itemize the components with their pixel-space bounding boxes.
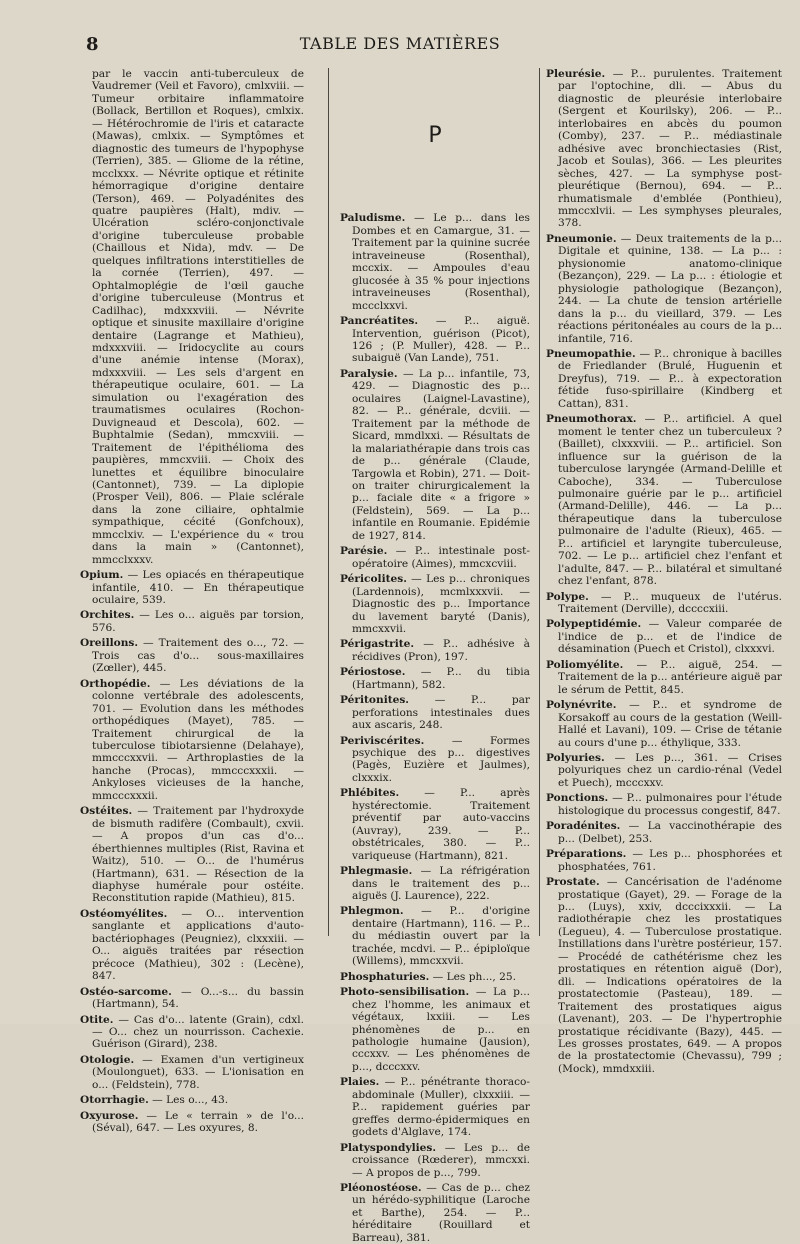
entry-text: — Cas d'o... latente (Grain), cdxl. — O... chez un nourrisson. Cachexie. Guérison (Girard), 238. (92, 1013, 304, 1051)
entry-heading: Phlegmon. (340, 905, 404, 918)
index-entry (80, 986, 304, 1011)
index-entry (546, 848, 782, 873)
entry-heading: Pancréatites. (340, 315, 419, 328)
index-entry (340, 1182, 530, 1244)
entry-heading: Phlébites. (340, 787, 400, 800)
index-entry (80, 805, 304, 905)
index-entry (340, 212, 530, 312)
index-entry (340, 573, 530, 635)
index-entry (340, 986, 530, 1073)
entry-heading: Periviscérites. (340, 734, 425, 747)
index-entry (80, 1110, 304, 1135)
entry-heading: Plaies. (340, 1076, 380, 1089)
entry-heading: Phlegmasie. (340, 865, 413, 878)
entry-heading: Pléonostéose. (340, 1181, 422, 1194)
entry-text: — Examen d'un vertigineux (Moulonguet), 633. — L'ionisation en o... (Feldstein), 778. (92, 1053, 304, 1091)
middle-column-entries (340, 212, 530, 1244)
index-entry (80, 637, 304, 674)
entry-text: — Les p... chroniques (Lardennois), mcmlxxxvii. — Diagnostic des p... Importance du lavement baryté (Danis), mmcxxvii. (352, 573, 530, 635)
index-entry (546, 233, 782, 345)
entry-text: par le vaccin anti-tuberculeux de Vaudremer (Veil et Favoro), cmlxviii. — Tumeur orbitaire inflammatoire (Bollack, Bertillon et Roques), cmlxix. — Hétérochromie de l'iris et cataracte (Mawas), cmlxix. — Symptômes et diagnostic des tumeurs de l'hypophyse (Terrien), 385. — Gliome de la rétine, mcclxxx. — Névrite optique et rétinite hémorragique d'origine dentaire (Terson), 469. — Polyadénites des quatre paupières (Halt), mdiv. — Ulcération scléro-conjonctivale d'origine tuberculeuse probable (Chaillous et Nida), mdv. — De quelques infiltrations interstitielles de la cornée (Terrien), 497. — Ophtalmoplégie de l'œil gauche d'origine tuberculeuse (Montrus et Cadilhac), mdxxxviii. — Névrite optique et sinusite maxillaire d'origine dentaire (Lagrange et Mathieu), mdxxxviii. — Iridocyclite au cours d'une anémie intense (Morax), mdxxxviii. — Les sels d'argent en thérapeutique oculaire, 601. — La simulation ou l'exagération des traumatismes oculaires (Rochon-Duvigneaud et Descola), 602. — Buphtalmie (Sedan), mmcxviii. — Traitement de l'épithélioma des paupières, mmcxviii. — Choix des lunettes et équilibre binoculaire (Cantonnet), 739. — La diplopie (Prosper Veil), 806. — Plaie sclérale dans la zone ciliaire, ophtalmie sympathique, cécité (Gonfchoux), mmcclxiv. — L'expérience du « trou dans la main » (Cantonnet), mmcclxxxv. (92, 68, 304, 566)
entry-heading: Oreillons. (80, 637, 139, 650)
entry-heading: Opium. (80, 569, 124, 582)
index-entry (340, 865, 530, 902)
index-entry (80, 569, 304, 606)
column-rule (539, 68, 540, 936)
index-entry (546, 591, 782, 616)
index-entry (546, 792, 782, 817)
entry-text: — Cancérisation de l'adénome prostatique (Gayet), 29. — Forage de la p... (Luys), xxiv, dcccixxxii. — La radiothérapie chez les prostatiques (Legueu), 4. — Tuberculose prostatique. Instillations dans l'urètre postérieur, 157. — Procédé de cathétérisme chez les prostatiques en rétention aiguë (Dor), dli. — Indications opératoires de la prostatectomie (Pasteau), 189. — Traitement des prostatiques aigus (Lavenant), 203. — De l'hypertrophie prostatique récidivante (Bazy), 445. — Les grosses prostates, 649. — A propos de la prostatectomie (Chevassu), 799 ; (Mock), mmdxxiii. (558, 876, 782, 1075)
index-entry (546, 659, 782, 696)
index-entry (340, 368, 530, 542)
entry-heading: Pneumopathie. (546, 347, 636, 360)
entry-text: — P... pénétrante thoraco-abdominale (Muller), clxxxiii. — P... rapidement guéries par greffes dermo-épidermiques en godets d'Alglave, 174. (352, 1076, 530, 1139)
entry-text: — P... aiguë. Intervention, guérison (Picot), 126 ; (P. Muller), 428. — P... subaiguë (Van Lande), 751. (352, 315, 530, 365)
entry-text: — Le p... dans les Dombes et en Camargue, 31. — Traitement par la quinine sucrée intraveineuse (Rosenthal), mccxix. — Ampoules d'eau glucosée à 35 % pour injections intraveineuses (Rosenthal), mccclxxvi. (352, 212, 530, 312)
index-entry (80, 1094, 304, 1106)
column-rule (328, 68, 329, 936)
entry-text: — La réfrigération dans le traitement des p... aiguës (J. Laurence), 222. (352, 865, 530, 903)
entry-heading: Pneumothorax. (546, 413, 637, 426)
entry-heading: Préparations. (546, 848, 627, 861)
index-entry (340, 315, 530, 365)
index-entry (340, 905, 530, 967)
index-entry (80, 1014, 304, 1051)
index-entry (80, 908, 304, 983)
entry-heading: Périgastrite. (340, 638, 415, 651)
index-entry (546, 876, 782, 1075)
entry-text: — Traitement des o..., 72. — Trois cas d'o... sous-maxillaires (Zœller), 445. (92, 637, 304, 675)
running-title: TABLE DES MATIÈRES (299, 34, 501, 53)
entry-text: — Valeur comparée de l'indice de p... et de l'indice de désamination (Puech et Cristol), clxxxvi. (558, 618, 782, 656)
entry-heading: Parésie. (340, 545, 388, 558)
entry-heading: Ostéomyélites. (80, 907, 168, 920)
entry-text: — P... par perforations intestinales dues aux ascaris, 248. (352, 694, 530, 732)
entry-text: — P... chronique à bacilles de Friedlander (Brulé, Huguenin et Dreyfus), 719. — P... à expectoration fétide fuso-spirillaire (Kindberg et Cattan), 831. (558, 347, 782, 410)
entry-heading: Pneumonie. (546, 232, 617, 245)
entry-text: — P... du tibia (Hartmann), 582. (352, 666, 530, 691)
entry-text: — P... et syndrome de Korsakoff au cours de la gestation (Weill-Hallé et Lavani), 109. — Crise de tétanie au cours d'une p... éthylique, 333. (558, 699, 782, 749)
entry-text: — P... d'origine dentaire (Hartmann), 116. — P... du médiastin ouvert par la trachée, mcdvi. — P... épiploïque (Willems), mmcxxvii. (352, 905, 530, 968)
entry-text: — La p... chez l'homme, les animaux et végétaux, lxxiii. — Les phénomènes de p... en pathologie humaine (Jausion), cccxxv. — Les phénomènes de p..., dcccxxv. (352, 986, 530, 1073)
entry-heading: Platyspondylies. (340, 1141, 437, 1154)
entry-heading: Paludisme. (340, 212, 406, 225)
entry-text: — P... muqueux de l'utérus. Traitement (Derville), dccccxiii. (558, 590, 782, 616)
entry-text: — P... adhésive à récidives (Pron), 197. (352, 638, 530, 663)
entry-heading: Polype. (546, 590, 589, 603)
index-entry (340, 545, 530, 570)
entry-heading: Poradénites. (546, 820, 621, 833)
entry-heading: Ostéo-sarcome. (80, 985, 172, 998)
entry-heading: Périostose. (340, 666, 406, 679)
index-entry (546, 618, 782, 655)
entry-text: — La p... infantile, 73, 429. — Diagnostic des p... oculaires (Laignel-Lavastine), 82. — P... générale, dcviii. — Traitement par la méthode de Sicard, mmdlxxi. — Résultats de la malariathérapie dans trois cas de p... générale (Claude, Targowla et Robin), 271. — Doit-on traiter chirurgicalement la p... faciale dite « a frigore » (Feldstein), 569. — La p... infantile en Roumanie. Epidémie de 1927, 814. (352, 367, 530, 542)
entry-heading: Polynévrite. (546, 699, 617, 712)
entry-text: — Le « terrain » de l'o... (Séval), 647. — Les oxyures, 8. (92, 1109, 304, 1135)
entry-heading: Polyuries. (546, 752, 605, 765)
entry-heading: Photo-sensibilisation. (340, 986, 470, 999)
entry-heading: Poliomyélite. (546, 658, 624, 671)
index-entry (340, 735, 530, 785)
entry-heading: Otite. (80, 1013, 114, 1026)
index-entry (340, 1076, 530, 1138)
entry-heading: Paralysie. (340, 367, 398, 380)
index-entry (546, 348, 782, 410)
index-entry (80, 678, 304, 803)
entry-heading: Ponctions. (546, 792, 609, 805)
entry-heading: Péritonites. (340, 694, 409, 707)
entry-text: — Formes psychique des p... digestives (Pagès, Euzière et Jaulmes), clxxxix. (352, 734, 530, 784)
entry-heading: Polypeptidémie. (546, 618, 642, 631)
index-entry (546, 820, 782, 845)
entry-text: — Les p..., 361. — Crises polyuriques chez un cardio-rénal (Vedel et Puech), mcccxxv. (558, 752, 782, 789)
entry-text: — Cas de p... chez un hérédo-syphilitique (Laroche et Barthe), 254. — P... héréditaire (Rouillard et Barreau), 381. (352, 1181, 530, 1244)
index-entry (546, 752, 782, 789)
index-entry (546, 699, 782, 749)
index-entry (340, 666, 530, 691)
entry-text: — O... intervention sanglante et applications d'auto-bactériophages (Peugniez), clxxxiii. — O... aiguës traitées par résection précoce (Mathieu), 302 : (Lecène), 847. (92, 907, 304, 983)
left-column (80, 68, 304, 1135)
index-entry (340, 787, 530, 862)
entry-text: — Les déviations de la colonne vertébrale des adolescents, 701. — Evolution dans les méthodes orthopédiques (Mayet), 785. — Traitement chirurgical de la tuberculose tibiotarsienne (Delahaye), mmcccxxvii. — Arthroplasties de la hanche (Procas), mmcccxxxii. — Ankyloses vicieuses de la hanche, mmcccxxxii. (92, 677, 304, 802)
entry-text: — Les p... de croissance (Rœderer), mmcxxi. — A propos de p..., 799. (352, 1141, 530, 1179)
entry-heading: Orthopédie. (80, 677, 151, 690)
entry-text: — Les o... aiguës par torsion, 576. (92, 609, 304, 634)
entry-text: — Traitement par l'hydroxyde de bismuth radifère (Combault), cxvii. — A propos d'un cas d'o... éberthiennes multiples (Rist, Ravina et Waitz), 510. — O... de l'humérus (Hartmann), 631. — Résection de la diaphyse humérale pour ostéite. Reconstitution rapide (Mathieu), 815. (92, 805, 304, 905)
index-entry (340, 694, 530, 731)
index-entry (340, 971, 530, 983)
index-entry (80, 609, 304, 634)
index-entry (340, 638, 530, 663)
entry-text: — Deux traitements de la p... Digitale et quinine, 138. — La p... : physionomie anatomo-clinique (Bezançon), 229. — La p... : étiologie et physiologie pathologique (Bezançon), 244. — La chute de tension artérielle dans la p... du vieillard, 379. — Les réactions péritonéales au cours de la p... infantile, 716. (558, 232, 782, 345)
entry-text: — Les o..., 43. (148, 1094, 229, 1107)
entry-text: — P... intestinale post-opératoire (Aimes), mmcxcviii. (352, 545, 530, 570)
entry-text: — Les opiacés en thérapeutique infantile, 410. — En thérapeutique oculaire, 539. (92, 569, 304, 607)
entry-heading: Phosphaturies. (340, 970, 430, 983)
entry-heading: Otologie. (80, 1053, 135, 1066)
page-number: 8 (86, 34, 99, 55)
entry-text: — P... pulmonaires pour l'étude histologique du processus congestif, 847. (558, 792, 782, 817)
section-letter: P (428, 123, 442, 148)
entry-heading: Prostate. (546, 876, 600, 889)
entry-text: — P... après hystérectomie. Traitement préventif par auto-vaccins (Auvray), 239. — P... obstétricales, 380. — P... variqueuse (Hartmann), 821. (352, 787, 530, 862)
index-entry (546, 413, 782, 587)
entry-heading: Ostéites. (80, 805, 133, 818)
entry-heading: Oxyurose. (80, 1109, 139, 1122)
index-entry (546, 68, 782, 230)
entry-heading: Orchites. (80, 609, 135, 622)
middle-column (340, 68, 530, 1244)
entry-text: — Les p... phosphorées et phosphatées, 761. (558, 848, 782, 873)
entry-heading: Péricolites. (340, 573, 407, 586)
entry-text: — P... artificiel. A quel moment le tenter chez un tuberculeux ? (Baillet), clxxxviii. — P... artificiel. Son influence sur la guérison de la tuberculose laryngée (Armand-Delille et Caboche), 334. — Tuberculose pulmonaire guérie par le p... artificiel (Armand-Delille), 446. — La p... thérapeutique dans la tuberculose pulmonaire de l'adulte (Rieux), 465. — P... artificiel et laryngite tuberculeuse, 702. — Le p... artificiel chez l'enfant et l'adulte, 847. — P... bilatéral et simultané chez l'enfant, 878. (558, 413, 782, 588)
right-column (546, 68, 782, 1075)
entry-heading: Pleurésie. (546, 68, 606, 80)
index-entry (80, 1054, 304, 1091)
index-entry (340, 1142, 530, 1179)
entry-text: — P... purulentes. Traitement par l'optochine, dli. — Abus du diagnostic de pleurésie interlobaire (Sergent et Kourilsky), 206. — P... interlobaires en abcès du poumon (Comby), 237. — P... médiastinale adhésive avec bronchiectasies (Rist, Jacob et Soulas), 366. — Les pleurites sèches, 427. — La symphyse post-pleurétique (Bernou), 694. — P... rhumatismale d'emblée (Ponthieu), mmccxlvii. — Les symphyses pleurales, 378. (558, 68, 782, 230)
index-entry (80, 68, 304, 566)
entry-text: — P... aiguë, 254. — Traitement de la p... antérieure aiguë par le sérum de Pettit, 845. (558, 658, 782, 696)
entry-text: — O...-s... du bassin (Hartmann), 54. (92, 985, 304, 1011)
entry-text: — La vaccinothérapie des p... (Delbet), 253. (558, 820, 782, 845)
entry-text: — Les ph..., 25. (429, 970, 517, 983)
entry-heading: Otorrhagie. (80, 1094, 149, 1107)
